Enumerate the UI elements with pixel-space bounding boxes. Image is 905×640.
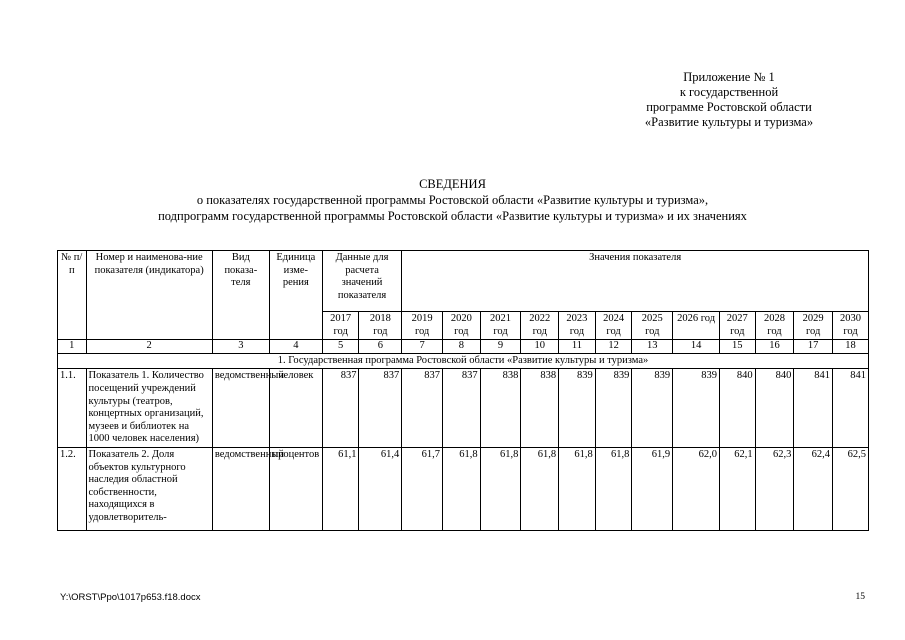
row-value: 61,9: [632, 447, 673, 530]
column-number: 12: [595, 340, 632, 354]
row-value: 838: [480, 369, 521, 448]
column-number: 15: [719, 340, 755, 354]
header-year: 2029 год: [794, 312, 833, 340]
header-year: 2017 год: [322, 312, 359, 340]
header-year: 2018 год: [359, 312, 402, 340]
row-value: 839: [632, 369, 673, 448]
row-value: 841: [833, 369, 869, 448]
header-year: 2025 год: [632, 312, 673, 340]
row-value: 837: [359, 369, 402, 448]
heading-line-2: о показателях государственной программы Ростовской области «Развитие культуры и туризма»,: [196, 193, 709, 207]
header-year: 2023 год: [559, 312, 596, 340]
column-number: 9: [480, 340, 521, 354]
row-value: 62,1: [719, 447, 755, 530]
appendix-line-3: программе Ростовской области: [646, 100, 812, 114]
row-value: 839: [559, 369, 596, 448]
header-year: 2020 год: [442, 312, 480, 340]
column-number: 18: [833, 340, 869, 354]
row-value: 62,5: [833, 447, 869, 530]
row-value: 839: [595, 369, 632, 448]
header-year: 2030 год: [833, 312, 869, 340]
row-value: 841: [794, 369, 833, 448]
section-title: 1. Государственная программа Ростовской области «Развитие культуры и туризма»: [58, 353, 869, 369]
row-value: 837: [322, 369, 359, 448]
row-value: 62,3: [755, 447, 794, 530]
header-unit: Единица изме-рения: [269, 251, 322, 340]
row-value: 61,8: [595, 447, 632, 530]
header-values: Значения показателя: [402, 251, 869, 312]
row-value: 61,7: [402, 447, 443, 530]
row-value: 62,0: [673, 447, 720, 530]
row-value: 61,1: [322, 447, 359, 530]
footer-page-number: 15: [855, 592, 865, 602]
footer-file-path: Y:\ORST\Ppo\1017p653.f18.docx: [60, 592, 201, 603]
row-value: 61,8: [442, 447, 480, 530]
header-calc: Данные для расчета значений показателя: [322, 251, 401, 312]
column-numbers-row: [58, 340, 869, 354]
row-unit: процентов: [269, 447, 322, 530]
column-number: 10: [521, 340, 559, 354]
column-number: 1: [58, 340, 87, 354]
row-value: 839: [673, 369, 720, 448]
column-number: 2: [86, 340, 212, 354]
column-number: 13: [632, 340, 673, 354]
row-value: 62,4: [794, 447, 833, 530]
header-year: 2026 год: [673, 312, 720, 340]
row-value: 840: [719, 369, 755, 448]
row-kind: ведомственный: [212, 447, 269, 530]
header-name: Номер и наименова-ние показателя (индикатора): [86, 251, 212, 340]
header-year: 2028 год: [755, 312, 794, 340]
indicators-table: [57, 250, 869, 531]
header-year: 2021 год: [480, 312, 521, 340]
heading-line-3: подпрограмм государственной программы Ростовской области «Развитие культуры и туризма» и их значениях: [158, 209, 747, 223]
header-row-1: [58, 251, 869, 312]
column-number: 3: [212, 340, 269, 354]
appendix-block: [599, 70, 859, 130]
row-indicator-name: Показатель 1. Количество посещений учреждений культуры (театров, концертных организаций, музеев и библиотек на 1000 человек населения): [86, 369, 212, 448]
section-row: [58, 353, 869, 369]
row-value: 837: [442, 369, 480, 448]
row-value: 61,8: [559, 447, 596, 530]
header-year: 2022 год: [521, 312, 559, 340]
column-number: 16: [755, 340, 794, 354]
row-value: 840: [755, 369, 794, 448]
column-number: 14: [673, 340, 720, 354]
column-number: 5: [322, 340, 359, 354]
appendix-line-1: Приложение № 1: [683, 70, 775, 84]
header-year: 2019 год: [402, 312, 443, 340]
row-indicator-name: Показатель 2. Доля объектов культурного наследия областной собственности, находящихся в удовлетворитель-: [86, 447, 212, 530]
column-number: 7: [402, 340, 443, 354]
column-number: 11: [559, 340, 596, 354]
row-number: 1.2.: [58, 447, 87, 530]
row-value: 838: [521, 369, 559, 448]
table-row: [58, 447, 869, 530]
column-number: 4: [269, 340, 322, 354]
column-number: 6: [359, 340, 402, 354]
header-year: 2024 год: [595, 312, 632, 340]
heading-title: СВЕДЕНИЯ: [419, 177, 486, 191]
row-value: 837: [402, 369, 443, 448]
row-unit: человек: [269, 369, 322, 448]
column-number: 17: [794, 340, 833, 354]
row-value: 61,4: [359, 447, 402, 530]
document-heading: [0, 176, 905, 224]
row-number: 1.1.: [58, 369, 87, 448]
row-value: 61,8: [480, 447, 521, 530]
row-kind: ведомственный: [212, 369, 269, 448]
header-num: № п/п: [58, 251, 87, 340]
column-number: 8: [442, 340, 480, 354]
header-year: 2027 год: [719, 312, 755, 340]
appendix-line-4: «Развитие культуры и туризма»: [644, 115, 814, 129]
row-value: 61,8: [521, 447, 559, 530]
appendix-line-2: к государственной: [679, 85, 779, 99]
header-kind: Вид показа-теля: [212, 251, 269, 340]
table-row: [58, 369, 869, 448]
